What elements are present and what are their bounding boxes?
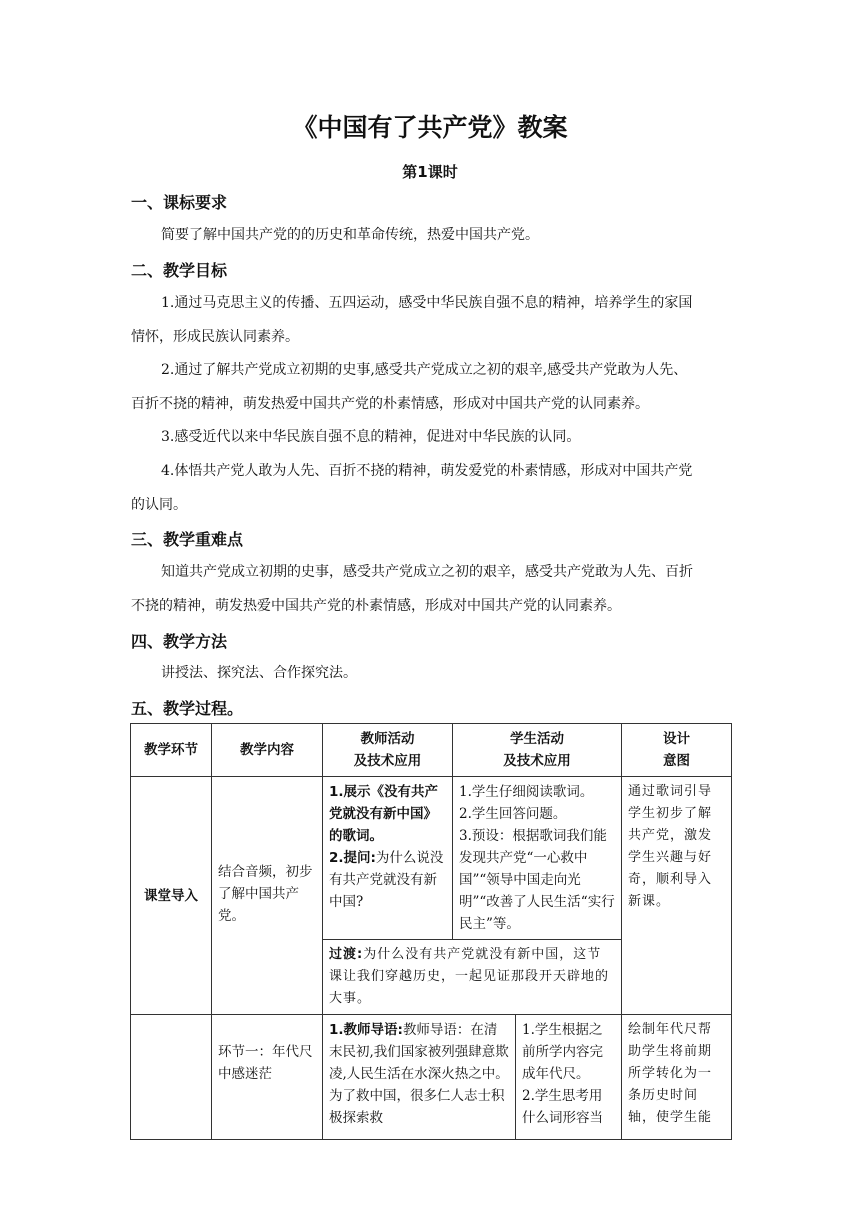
row2-student: 1.学生根据之前所学内容完成年代尺。 2.学生思考用什么词形容当 — [516, 1015, 622, 1140]
header-content: 教学内容 — [212, 724, 323, 777]
section-heading-1: 一、课标要求 — [131, 193, 228, 212]
row2-stage — [131, 1015, 212, 1140]
row1-design: 通过歌词引导学生初步了解共产党，激发学生兴趣与好奇，顺利导入新课。 — [622, 777, 732, 1015]
row1-content: 结合音频，初步了解中国共产党。 — [212, 777, 323, 1015]
section-text-3: 知道共产党成立初期的史事，感受共产党成立之初的艰辛，感受共产党敢为人先、百折 不挠的精神，萌发热爱中国共产党的朴素情感，形成对中国共产党的认同素养。 — [131, 564, 693, 614]
row2-content: 环节一：年代尺中感迷茫 — [212, 1015, 323, 1140]
section-heading-2: 二、教学目标 — [131, 261, 228, 280]
row1-teacher: 1.展示《没有共产党就没有新中国》的歌词。 2.提问:为什么说没有共产党就没有新中国? — [323, 777, 453, 940]
section-text-1: 简要了解中国共产党的的历史和革命传统，热爱中国共产党。 — [161, 227, 539, 243]
row1-stage: 课堂导入 — [131, 777, 212, 1015]
table-header-row — [131, 724, 732, 777]
header-design: 设计 意图 — [622, 724, 732, 777]
page-title: 《中国有了共产党》教案 — [292, 113, 568, 142]
header-student: 学生活动 及技术应用 — [453, 724, 622, 777]
row1-transition: 过渡:为什么没有共产党就没有新中国，这节课让我们穿越历史，一起见证那段开天辟地的大事。 — [323, 940, 622, 1015]
row2-teacher: 1.教师导语:教师导语：在清末民初,我们国家被列强肆意欺凌,人民生活在水深火热之中。为了救中国，很多仁人志士积极探索救 — [323, 1015, 516, 1140]
table-row — [131, 777, 732, 940]
header-stage: 教学环节 — [131, 724, 212, 777]
goal-1: 1.通过马克思主义的传播、五四运动，感受中华民族自强不息的精神，培养学生的家国 情怀，形成民族认同素养。 — [131, 295, 693, 345]
section-heading-3: 三、教学重难点 — [131, 530, 244, 549]
teaching-process-table — [130, 723, 732, 1140]
goal-2: 2.通过了解共产党成立初期的史事,感受共产党成立之初的艰辛,感受共产党敢为人先、 百折不挠的精神，萌发热爱中国共产党的朴素情感，形成对中国共产党的认同素养。 — [131, 362, 688, 412]
page-subtitle: 第1课时 — [402, 163, 458, 181]
row1-student: 1.学生仔细阅读歌词。 2.学生回答问题。 3.预设：根据歌词我们能发现共产党“一心救中国”“领导中国走向光明”“改善了人民生活“实行民主”等。 — [453, 777, 622, 940]
section-heading-4: 四、教学方法 — [131, 632, 228, 651]
table-row — [131, 1015, 732, 1140]
header-teacher: 教师活动 及技术应用 — [323, 724, 453, 777]
goal-3: 3.感受近代以来中华民族自强不息的精神，促进对中华民族的认同。 — [161, 429, 581, 445]
row2-design: 绘制年代尺帮助学生将前期所学转化为一条历史时间轴，使学生能 — [622, 1015, 732, 1140]
section-text-4: 讲授法、探究法、合作探究法。 — [161, 665, 357, 681]
section-heading-5: 五、教学过程。 — [131, 699, 244, 718]
goal-4: 4.体悟共产党人敢为人先、百折不挠的精神，萌发爱党的朴素情感，形成对中国共产党 的认同。 — [131, 463, 693, 513]
